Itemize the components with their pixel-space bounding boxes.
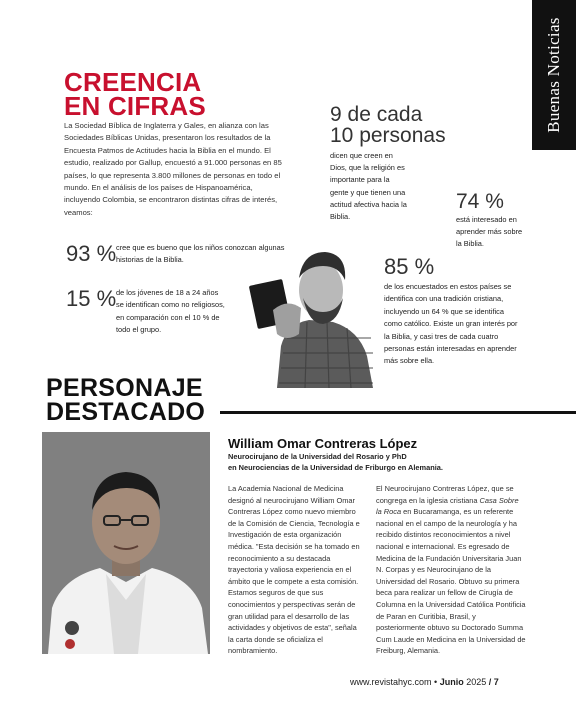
doctor-portrait-photo xyxy=(42,432,210,654)
profile-role-line1: Neurocirujano de la Universidad del Rosario y PhD xyxy=(228,452,407,461)
feature-title-line1: CREENCIA xyxy=(64,67,202,97)
page-number: 7 xyxy=(493,677,499,687)
section-tab-label: Buenas Noticias xyxy=(544,17,563,133)
profile-name: William Omar Contreras López xyxy=(228,436,418,451)
profile-col2-part-b: en Bucaramanga, es un referente nacional en el campo de la neurología y ha recibido distintos reconocimientos a nivel nacional e internacional. Es egresado de Medicina de la Fundación Universitaria Juan N. Corpas y es Neurocirujano de la Universidad del Rosario. Obtuvo su primera beca para realizar un fellow de Cirugía de Columna en la Universidad Católica Pontificia de Paran en Curitibia, Brasil, y posteriormente obtuvo su Doctorado Summa Cum Laude en Medicina en la Universidad de Freiburg, Alemania. xyxy=(376,507,526,656)
stat-93-text: cree que es bueno que los niños conozcan algunas historias de la Biblia. xyxy=(116,243,285,265)
footer-slash: / xyxy=(488,677,494,687)
church-name: Casa Sobre la Roca xyxy=(376,495,519,517)
stat-85-text: de los encuestados en estos países se identifica con una tradición cristiana, incluyendo un 64 % que se identifica como católico. Existe un gran interés por la Biblia, y casi tres de cada cuatro personas están interesadas en aprender más sobre ella. xyxy=(384,282,518,366)
profile-body-column-1: La Academia Nacional de Medicina designó al neurocirujano William Omar Contreras López como nuevo miembro de la Comisión de Ciencia, Tecnología e Investigación de esta organización médica. "Esta decisión se ha tomado en reconocimiento a su destacada trayectoria y valiosa experiencia en el ámbito que le compete a esta comisión. Estamos seguros de que sus conocimientos y perspectivas serán de gran utilidad para el desarrollo de las actividades y objetivos de esta", señala la carta donde se oficializa el nombramiento. xyxy=(228,484,360,656)
section-tab xyxy=(532,0,576,150)
footer-separator: • xyxy=(431,677,440,687)
profile-heading-line1: PERSONAJE xyxy=(46,374,203,402)
feature-title xyxy=(64,67,206,121)
stat-74-number: 74 % xyxy=(456,190,504,213)
feature-intro: La Sociedad Bíblica de Inglaterra y Gales, en alianza con las Sociedades Bíblicas Unidas, presentaron los resultados de la Encuesta Patmos de Actitudes hacia la Biblia en el mundo. El estudio, realizado por Gallup, encuestó a 91.000 personas en 85 países, lo que representa 3.800 millones de personas en todo el mundo. En el análisis de los países de Hispanoamérica, incluyendo Colombia, se encontraron distintas cifras de interés, veamos: xyxy=(64,121,282,217)
stat-15-number: 15 % xyxy=(66,286,117,311)
profile-col2-part-a: El Neurocirujano Contreras López, que se congrega en la iglesia cristiana xyxy=(376,484,514,505)
profile-role xyxy=(228,451,528,473)
profile-body-column-2 xyxy=(376,483,526,657)
feature-title-line2: EN CIFRAS xyxy=(64,91,206,121)
profile-heading-line2: DESTACADO xyxy=(46,398,206,426)
stat-93-number: 93 % xyxy=(66,241,117,266)
profile-role-line2: en Neurociencias de la Universidad de Friburgo en Alemania. xyxy=(228,463,443,472)
footer-year: 2025 xyxy=(463,677,489,687)
profile-section-heading xyxy=(46,376,205,424)
stat-nine-of-ten xyxy=(330,104,446,146)
stat-nine-line1: 9 de cada xyxy=(330,103,423,126)
stat-nine-line2: 10 personas xyxy=(330,124,446,147)
page-footer xyxy=(350,677,499,687)
stat-85-number: 85 % xyxy=(384,254,435,279)
stat-15-text: de los jóvenes de 18 a 24 años se identifican como no religiosos, en comparación con el 10 % de todo el grupo. xyxy=(116,288,225,335)
footer-month: Junio xyxy=(439,677,464,687)
footer-site: www.revistahyc.com xyxy=(350,677,432,687)
man-with-bible-photo xyxy=(247,238,375,388)
stat-74-text: está interesado en aprender más sobre la Biblia. xyxy=(456,215,523,249)
section-divider xyxy=(220,411,576,414)
stat-nine-text: dicen que creen en Dios, que la religión es importante para la gente y que tienen una actitud afectiva hacia la Biblia. xyxy=(330,151,407,222)
